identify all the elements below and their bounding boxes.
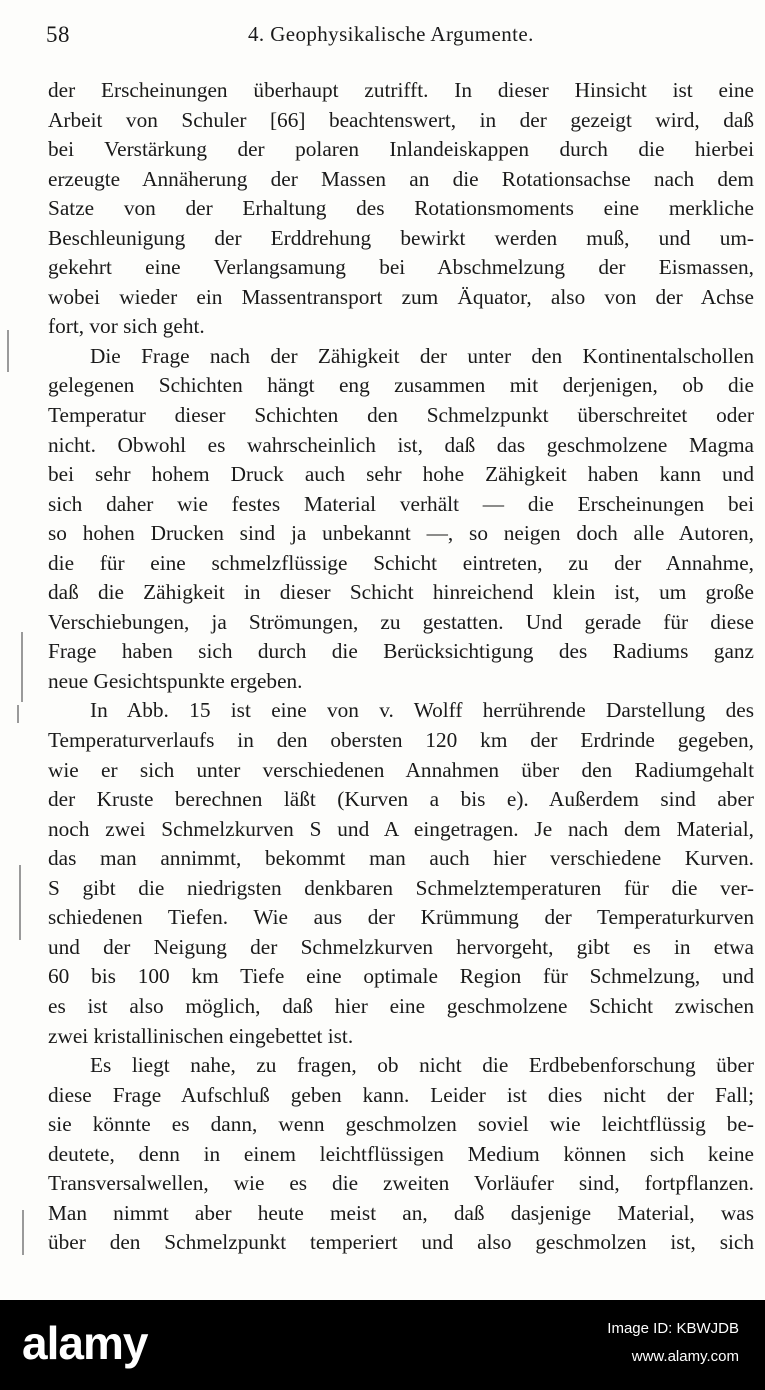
- image-id-label: Image ID: KBWJDB: [607, 1320, 739, 1337]
- text-line: es ist also möglich, daß hier eine geschmolzene Schicht zwischen: [48, 993, 754, 1018]
- text-line: bei Verstärkung der polaren Inlandeiskappen durch die hierbei: [48, 137, 754, 162]
- page-header: [0, 22, 765, 56]
- watermark-banner: [0, 1300, 765, 1390]
- margin-mark: [17, 705, 19, 723]
- margin-mark: [22, 1210, 24, 1255]
- margin-mark: [7, 330, 9, 372]
- margin-mark: [21, 632, 23, 702]
- text-line: noch zwei Schmelzkurven S und A eingetragen. Je nach dem Material,: [48, 816, 754, 841]
- text-line: und der Neigung der Schmelzkurven hervorgeht, gibt es in etwa: [48, 934, 754, 959]
- text-line: Die Frage nach der Zähigkeit der unter den Kontinentalschollen: [90, 343, 754, 368]
- page-number: 58: [46, 22, 70, 47]
- text-line: das man annimmt, bekommt man auch hier verschiedene Kurven.: [48, 846, 754, 871]
- text-line: daß die Zähigkeit in dieser Schicht hinreichend klein ist, um große: [48, 580, 754, 605]
- text-line: sie könnte es dann, wenn geschmolzen soviel wie leichtflüssig be-: [48, 1112, 754, 1137]
- text-line: wobei wieder ein Massentransport zum Äquator, also von der Achse: [48, 284, 754, 309]
- body-text: [48, 76, 754, 1258]
- text-line: Man nimmt aber heute meist an, daß dasjenige Material, was: [48, 1200, 754, 1225]
- text-line: so hohen Drucken sind ja unbekannt —, so neigen doch alle Autoren,: [48, 521, 754, 546]
- text-line: neue Gesichtspunkte ergeben.: [48, 668, 303, 693]
- text-line: schiedenen Tiefen. Wie aus der Krümmung der Temperaturkurven: [48, 905, 754, 930]
- text-line: In Abb. 15 ist eine von v. Wolff herrührende Darstellung des: [90, 698, 754, 723]
- text-line: Beschleunigung der Erddrehung bewirkt werden muß, und um-: [48, 225, 754, 250]
- text-line: diese Frage Aufschluß geben kann. Leider ist dies nicht der Fall;: [48, 1082, 754, 1107]
- text-line: nicht. Obwohl es wahrscheinlich ist, daß das geschmolzene Magma: [48, 432, 754, 457]
- text-line: über den Schmelzpunkt temperiert und also geschmolzen ist, sich: [48, 1230, 754, 1255]
- text-line: gekehrt eine Verlangsamung bei Abschmelzung der Eismassen,: [48, 255, 754, 280]
- site-url: www.alamy.com: [631, 1348, 739, 1365]
- text-line: der Erscheinungen überhaupt zutrifft. In dieser Hinsicht ist eine: [48, 78, 754, 102]
- text-line: Es liegt nahe, zu fragen, ob nicht die Erdbebenforschung über: [90, 1053, 754, 1078]
- text-line: zwei kristallinischen eingebettet ist.: [48, 1023, 354, 1048]
- text-line: erzeugte Annäherung der Massen an die Rotationsachse nach dem: [48, 166, 754, 191]
- text-line: Frage haben sich durch die Berücksichtigung des Radiums ganz: [48, 639, 754, 664]
- text-line: Satze von der Erhaltung des Rotationsmoments eine merkliche: [48, 196, 754, 221]
- text-line: 60 bis 100 km Tiefe eine optimale Region für Schmelzung, und: [48, 964, 754, 989]
- text-line: bei sehr hohem Druck auch sehr hohe Zähigkeit haben kann und: [48, 462, 754, 487]
- brand-logo: alamy: [22, 1317, 148, 1369]
- text-line: gelegenen Schichten hängt eng zusammen mit derjenigen, ob die: [48, 373, 754, 398]
- text-line: Verschiebungen, ja Strömungen, zu gestatten. Und gerade für diese: [48, 609, 754, 634]
- text-line: S gibt die niedrigsten denkbaren Schmelztemperaturen für die ver-: [48, 875, 754, 900]
- margin-mark: [19, 865, 21, 940]
- text-line: Temperaturverlaufs in den obersten 120 km der Erdrinde gegeben,: [48, 728, 754, 753]
- text-line: wie er sich unter verschiedenen Annahmen über den Radiumgehalt: [48, 757, 754, 782]
- text-line: deutete, denn in einem leichtflüssigen Medium können sich keine: [48, 1141, 754, 1166]
- text-line: Temperatur dieser Schichten den Schmelzpunkt überschreitet oder: [48, 403, 754, 428]
- text-line: Arbeit von Schuler [66] beachtenswert, in der gezeigt wird, daß: [48, 107, 754, 132]
- text-line: fort, vor sich geht.: [48, 314, 205, 339]
- text-line: der Kruste berechnen läßt (Kurven a bis e). Außerdem sind aber: [48, 787, 754, 812]
- text-line: sich daher wie festes Material verhält — die Erscheinungen bei: [48, 491, 754, 516]
- text-line: die für eine schmelzflüssige Schicht eintreten, zu der Annahme,: [48, 550, 754, 575]
- running-head: 4. Geophysikalische Argumente.: [248, 22, 534, 46]
- text-line: Transversalwellen, wie es die zweiten Vorläufer sind, fortpflanzen.: [48, 1171, 754, 1196]
